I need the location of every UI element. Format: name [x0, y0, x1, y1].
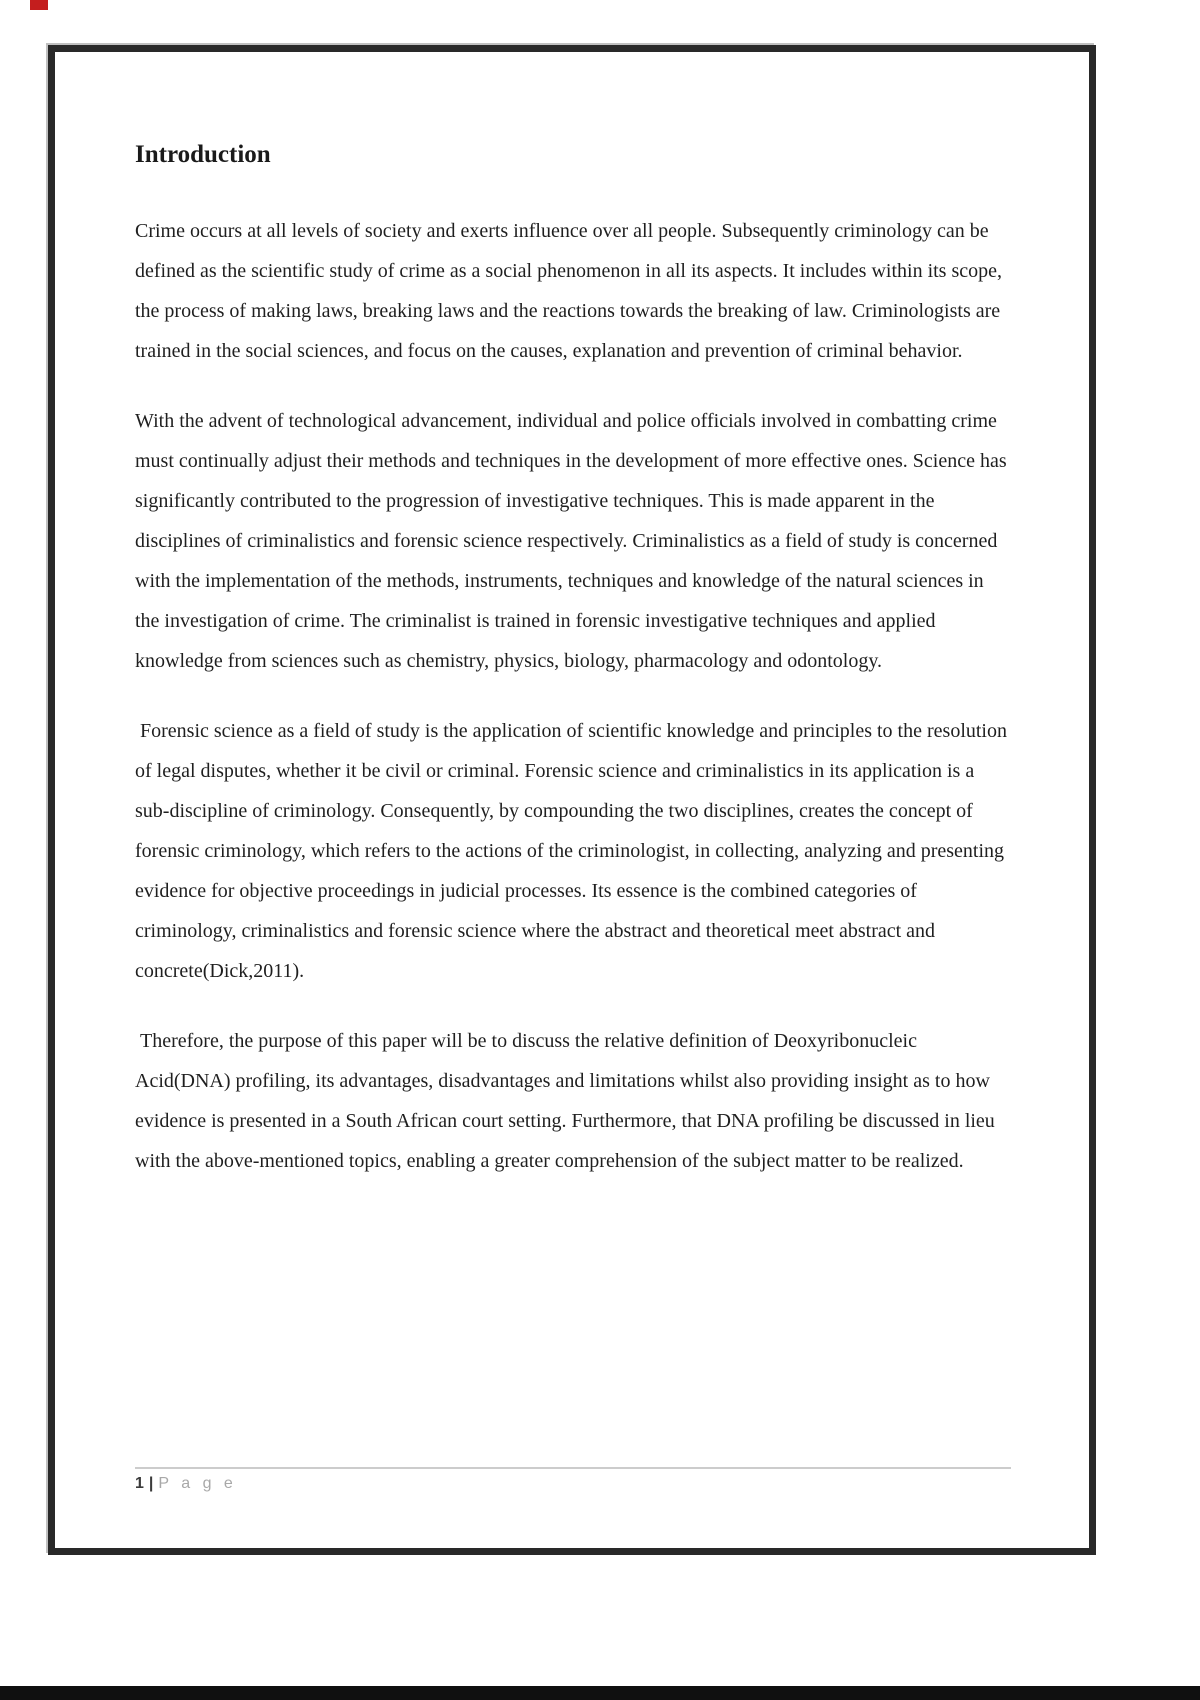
page-content — [135, 140, 1011, 1211]
footer-page-label: P a g e — [158, 1475, 237, 1492]
body-paragraph-1: Crime occurs at all levels of society and exerts influence over all people. Subsequently criminology can be defined as the scientific study of crime as a social phenomenon in all its aspects. It includes within its scope, the process of making laws, breaking laws and the reactions towards the breaking of law. Criminologists are trained in the social sciences, and focus on the causes, explanation and prevention of criminal behavior. — [135, 220, 1008, 362]
page-number: 1 — [135, 1475, 145, 1492]
bottom-black-bar — [0, 1686, 1200, 1700]
footer-separator: | — [148, 1475, 155, 1492]
body-paragraph-4: Therefore, the purpose of this paper will be to discuss the relative definition of Deoxyribonucleic Acid(DNA) profiling, its advantages, disadvantages and limitations whilst also providing insight as to how evidence is presented in a South African court setting. Furthermore, that DNA profiling be discussed in lieu with the above-mentioned topics, enabling a greater comprehension of the subject matter to be realized. — [135, 1030, 1000, 1172]
body-paragraph-2: With the advent of technological advancement, individual and police officials involved in combatting crime must continually adjust their methods and techniques in the development of more effective ones. Science has significantly contributed to the progression of investigative techniques. This is made apparent in the disciplines of criminalistics and forensic science respectively. Criminalistics as a field of study is concerned with the implementation of the methods, instruments, techniques and knowledge of the natural sciences in the investigation of crime. The criminalist is trained in forensic investigative techniques and applied knowledge from sciences such as chemistry, physics, biology, pharmacology and odontology. — [135, 410, 1012, 672]
section-title: Introduction — [135, 141, 271, 168]
corner-red-mark — [30, 0, 48, 10]
page-footer — [135, 1467, 1011, 1493]
body-paragraph-3: Forensic science as a field of study is the application of scientific knowledge and principles to the resolution of legal disputes, whether it be civil or criminal. Forensic science and criminalistics in its application is a sub-discipline of criminology. Consequently, by compounding the two disciplines, creates the concept of forensic criminology, which refers to the actions of the criminologist, in collecting, analyzing and presenting evidence for objective proceedings in judicial processes. Its essence is the combined categories of criminology, criminalistics and forensic science where the abstract and theoretical meet abstract and concrete(Dick,2011). — [135, 720, 1012, 982]
footer-text — [135, 1475, 1011, 1493]
footer-rule — [135, 1467, 1011, 1469]
